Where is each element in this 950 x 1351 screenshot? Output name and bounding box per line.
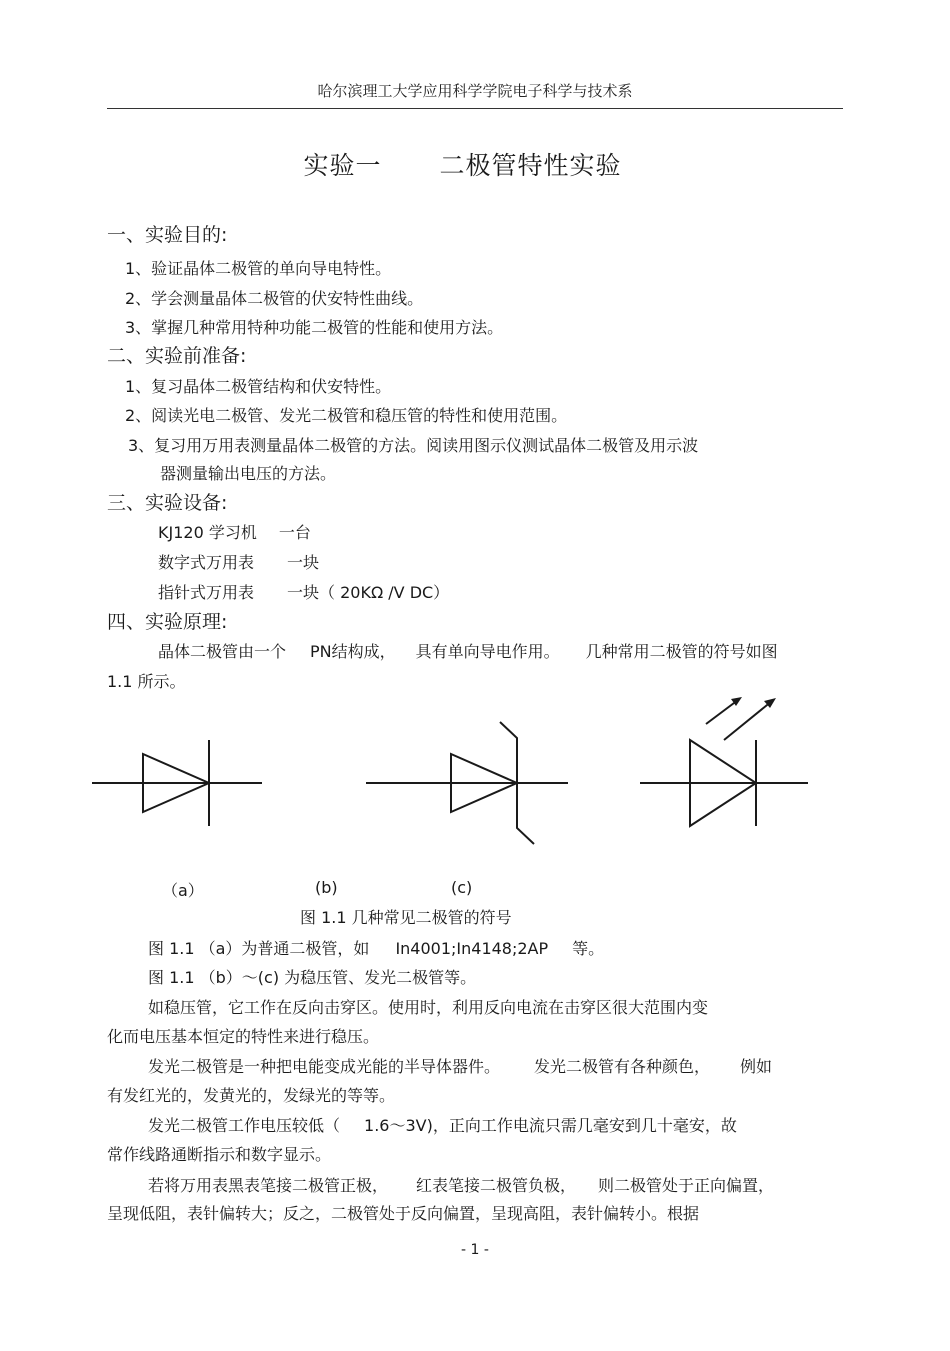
- equipment-name: KJ120 学习机: [158, 523, 257, 542]
- paragraph-line: [148, 1113, 737, 1136]
- header-divider: [107, 108, 843, 109]
- paragraph-text: 则二极管处于正向偏置，: [598, 1176, 775, 1195]
- title-part2: 二极管特性实验: [439, 151, 622, 180]
- list-item: 3、掌握几种常用特种功能二极管的性能和使用方法。: [125, 318, 504, 337]
- paragraph-text: 等。: [572, 939, 605, 958]
- equipment-qty: 一台: [278, 523, 311, 542]
- intro-line: 1.1 所示。: [107, 672, 186, 691]
- paragraph-line: [148, 1054, 772, 1077]
- equipment-name: 指针式万用表: [158, 583, 255, 602]
- intro-text: 晶体二极管由一个: [158, 642, 287, 661]
- page-header: 哈尔滨理工大学应用科学学院电子科学与技术系: [317, 82, 633, 100]
- paragraph-text: In4001;In4148;2AP: [395, 939, 549, 958]
- paragraph-line: [148, 1173, 774, 1196]
- equipment-row: [158, 520, 311, 543]
- paragraph-text: 若将万用表黑表笔接二极管正极，: [148, 1176, 389, 1195]
- intro-line: [158, 639, 778, 662]
- paragraph-text: 红表笔接二极管负极，: [416, 1176, 577, 1195]
- intro-text: 具有单向导电作用。: [415, 642, 560, 661]
- figure-caption: 图 1.1 几种常见二极管的符号: [300, 908, 512, 927]
- list-item: 2、阅读光电二极管、发光二极管和稳压管的特性和使用范围。: [125, 406, 568, 425]
- list-item: 1、验证晶体二极管的单向导电特性。: [125, 259, 392, 278]
- list-item: 1、复习晶体二极管结构和伏安特性。: [125, 377, 392, 396]
- figure-label-c: (c): [451, 878, 473, 897]
- page-number: - 1 -: [461, 1242, 489, 1258]
- intro-text: PN结构成，: [310, 642, 396, 661]
- section-heading-equipment: 三、实验设备:: [107, 492, 228, 514]
- title-part1: 实验一: [303, 151, 382, 180]
- list-item-continuation: 器测量输出电压的方法。: [160, 464, 337, 483]
- paragraph-text: 1.6～3V)，正向工作电流只需几毫安到几十毫安，故: [364, 1116, 737, 1135]
- paragraph-text: 发光二极管工作电压较低（: [148, 1116, 341, 1135]
- section-heading-principle: 四、实验原理:: [107, 611, 228, 633]
- intro-text: 几种常用二极管的符号如图: [585, 642, 778, 661]
- zener-diode-symbol: [366, 722, 568, 844]
- figure-label-b: (b): [315, 878, 338, 897]
- led-symbol: [640, 700, 808, 826]
- section-heading-preparation: 二、实验前准备:: [107, 345, 247, 367]
- equipment-qty: 一块: [287, 553, 320, 572]
- paragraph-text: 发光二极管有各种颜色，: [534, 1057, 711, 1076]
- figure-label-a: （a）: [162, 881, 204, 900]
- paragraph-line: [148, 936, 604, 959]
- equipment-name: 数字式万用表: [158, 553, 255, 572]
- diode-symbols-figure: [0, 680, 950, 880]
- paragraph-line: 有发红光的，发黄光的，发绿光的等等。: [107, 1086, 396, 1105]
- equipment-qty: 一块（ 20KΩ /V DC）: [287, 583, 450, 602]
- paragraph-line: 呈现低阻，表针偏转大；反之，二极管处于反向偏置，呈现高阻，表针偏转小。根据: [107, 1204, 700, 1223]
- paragraph-line: 常作线路通断指示和数字显示。: [107, 1145, 332, 1164]
- paragraph-line: 图 1.1 （b）～(c) 为稳压管、发光二极管等。: [148, 968, 477, 987]
- list-item: 3、复习用万用表测量晶体二极管的方法。阅读用图示仪测试晶体二极管及用示波: [128, 436, 699, 455]
- paragraph-text: 例如: [740, 1057, 773, 1076]
- equipment-row: [158, 580, 449, 603]
- diode-symbol-a: [92, 740, 262, 826]
- list-item: 2、学会测量晶体二极管的伏安特性曲线。: [125, 289, 424, 308]
- paragraph-line: 化而电压基本恒定的特性来进行稳压。: [107, 1027, 380, 1046]
- paragraph-line: 如稳压管，它工作在反向击穿区。使用时，利用反向电流在击穿区很大范围内变: [148, 998, 709, 1017]
- page-title: [0, 146, 925, 182]
- paragraph-text: 发光二极管是一种把电能变成光能的半导体器件。: [148, 1057, 501, 1076]
- section-heading-purpose: 一、实验目的:: [107, 224, 228, 246]
- equipment-row: [158, 550, 319, 573]
- paragraph-text: 图 1.1 （a）为普通二极管，如: [148, 939, 370, 958]
